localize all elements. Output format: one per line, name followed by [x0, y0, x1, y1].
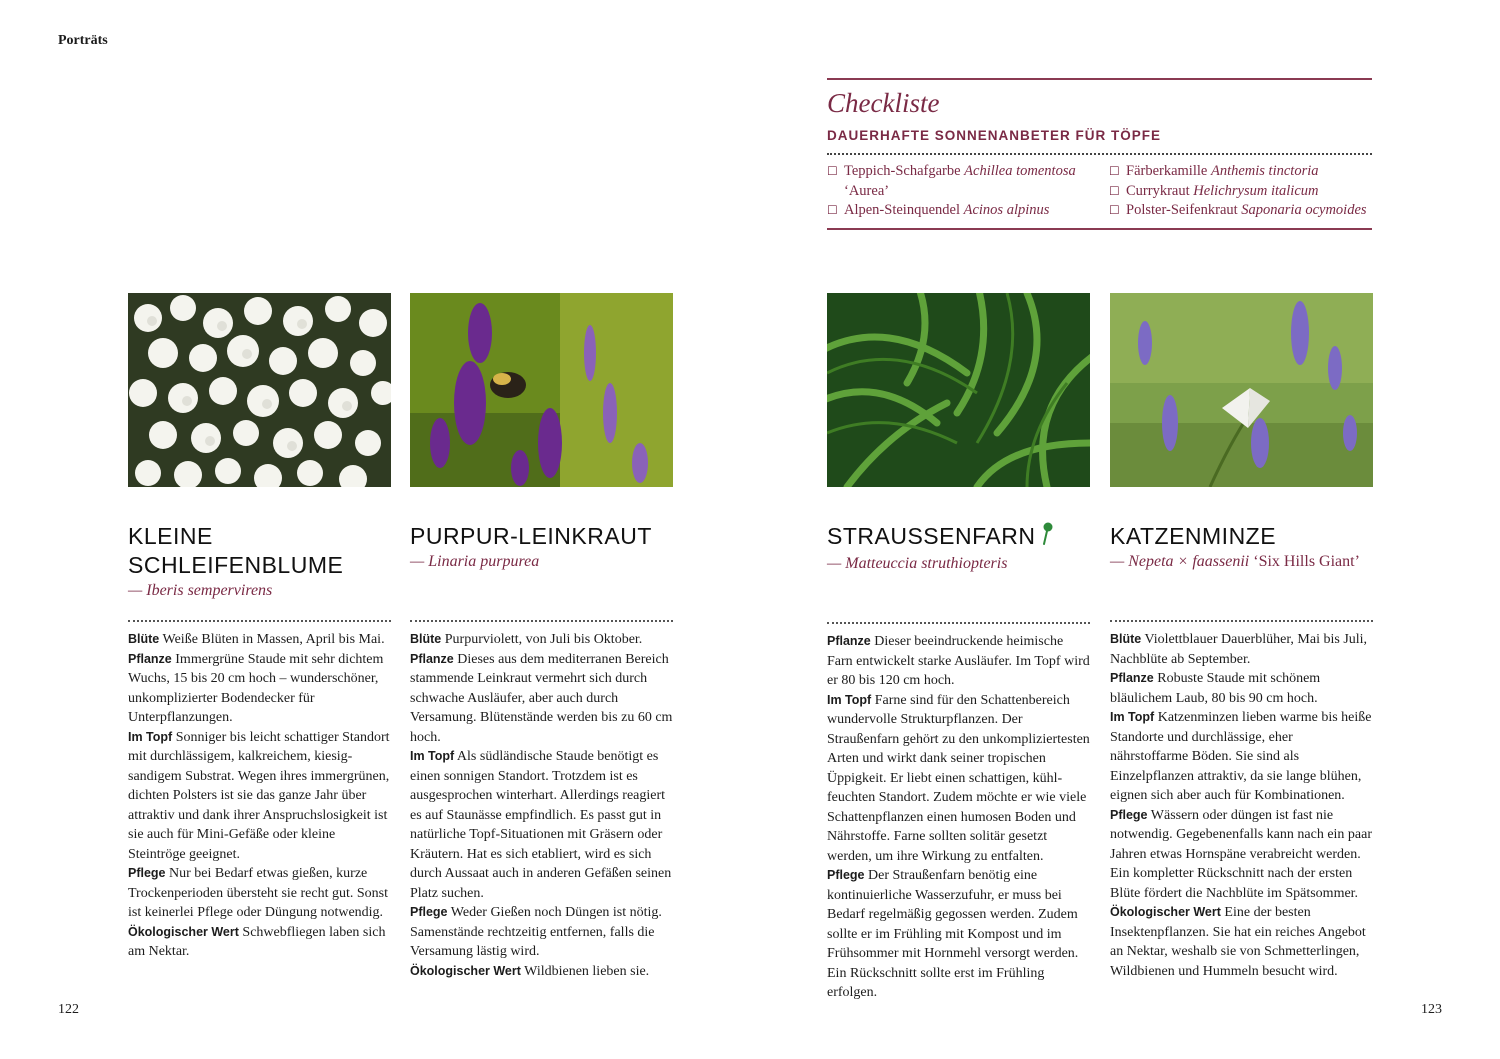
section-text: Als südländische Staude benötigt es einen sonnigen Standort. Trotzdem ist es ausgesprochen winterhart. Allerdings reagiert es auf Staunässe empfindlich. Es passt gut in natürliche Topf-Situationen mit Gräsern oder Kräutern. Hat es sich etabliert, wird es sich durch Aussaat auch in anderen Gefäßen seinen Platz suchen.: [410, 749, 672, 901]
page-number-left: 122: [58, 1002, 79, 1017]
section-text: Violettblauer Dauerblüher, Mai bis Juli, Nachblüte ab September.: [1110, 632, 1368, 667]
plant-description: [128, 630, 391, 962]
plant-title-text: STRAUSSENFARN: [827, 523, 1036, 549]
section-label: Pflanze: [128, 651, 172, 666]
section-text: Eine der besten Insektenpflanzen. Sie hat ein reiches Angebot an Nektar, weshalb sie von Schmetterlingen, Wildbienen und Hummeln besucht wird.: [1110, 905, 1366, 979]
photo-nepeta: [1110, 293, 1373, 487]
section-text: Nur bei Bedarf etwas gießen, kurze Trockenperioden übersteht sie recht gut. Sonst ist keinerlei Pflege oder Düngung notwendig.: [128, 866, 388, 920]
latin-dash: —: [1110, 553, 1129, 570]
dotted-separator: [410, 620, 673, 622]
plant-column-matteuccia: [827, 522, 1090, 1003]
photo-linaria: [410, 293, 673, 487]
section-text: Wässern oder düngen ist fast nie notwendig. Gegebenenfalls kann nach ein paar Jahren etwas Hornspäne verabreicht werden. Ein kompletter Rückschnitt nach der ersten Blüte fördert die Nachblüte im Spätsommer.: [1110, 807, 1373, 901]
checkbox-icon: ☐: [827, 164, 838, 178]
latin-dash: —: [128, 582, 147, 599]
section-label: Blüte: [1110, 632, 1142, 646]
plant-column-iberis: [128, 522, 391, 962]
section-label: Porträts: [58, 33, 108, 48]
plant-latin-name: [128, 582, 391, 604]
section-label: Blüte: [410, 632, 442, 646]
checklist-item: [827, 162, 1109, 201]
section-text: Wildbienen lieben sie.: [520, 963, 650, 979]
plant-latin-name: [1110, 553, 1373, 575]
checklist-item-name: Färberkamille: [1126, 163, 1211, 179]
section-label: Pflanze: [1110, 671, 1154, 685]
latin-text: Matteuccia struthiopteris: [845, 555, 1008, 573]
dotted-separator: [827, 622, 1090, 624]
section-label: Im Topf: [1110, 710, 1155, 724]
green-pin-icon: [1041, 522, 1053, 553]
section-text: Purpurviolett, von Juli bis Oktober.: [441, 632, 643, 647]
checklist-item-cultivar: ‘Aurea’: [844, 182, 890, 199]
latin-text: Linaria purpurea: [428, 553, 540, 570]
dotted-separator: [128, 620, 391, 622]
section-label: Ökologischer Wert: [410, 963, 521, 978]
section-label: Pflanze: [410, 651, 454, 666]
checklist-bottom-rule: [827, 228, 1372, 230]
checkbox-icon: ☐: [827, 203, 838, 217]
checkbox-icon: ☐: [1109, 183, 1120, 198]
section-label: Im Topf: [827, 692, 872, 707]
checklist-item-latin: Acinos alpinus: [963, 202, 1050, 218]
dotted-separator: [1110, 620, 1373, 622]
checklist-box: [827, 78, 1372, 230]
plant-description: [1110, 630, 1373, 981]
section-text: Weiße Blüten in Massen, April bis Mai.: [159, 632, 385, 647]
section-text: Dieser beeindruckende heimische Farn entwickelt starke Ausläufer. Im Topf wird er 80 bis 120 cm hoch.: [827, 634, 1090, 689]
plant-title-line: SCHLEIFENBLUME: [128, 552, 344, 578]
plant-title: [827, 522, 1090, 553]
plant-title: KATZENMINZE: [1110, 523, 1277, 549]
page-number-right: 123: [1421, 1002, 1442, 1017]
section-label: Im Topf: [410, 749, 455, 763]
plant-title: [128, 522, 391, 580]
checklist-item: [827, 201, 1109, 221]
checklist-item: [1109, 182, 1367, 202]
section-text: Robuste Staude mit schönem bläulichem Laub, 80 bis 90 cm hoch.: [1110, 671, 1321, 706]
checklist-item-name: Teppich-Schafgarbe: [844, 163, 965, 179]
plant-column-linaria: [410, 522, 673, 981]
plant-latin-name: [410, 553, 673, 575]
section-text: Der Straußenfarn benötig eine kontinuierliche Wasserzufuhr, er muss bei Bedarf regelmäßig gegossen werden. Zudem sollte er im Frühling mit Kompost und im Frühsommer mit Hornmehl versorgt werden. Ein Rückschnitt sollte erst im Frühling erfolgen.: [827, 868, 1079, 1001]
plant-description: [827, 632, 1090, 1003]
checklist-item: [1109, 201, 1367, 221]
latin-dash: —: [827, 555, 846, 573]
checklist-title: Checkliste: [827, 88, 940, 118]
checklist-item-name: Polster-Seifenkraut: [1126, 202, 1242, 218]
checklist-item-name: Currykraut: [1126, 182, 1194, 199]
latin-dash: —: [410, 553, 429, 570]
section-label: Pflege: [1110, 807, 1148, 822]
checkbox-icon: ☐: [1109, 164, 1120, 178]
section-text: Farne sind für den Schattenbereich wundervolle Strukturpflanzen. Der Straußenfarn gehört zu den unkompliziertesten Arten und wirkt dank seiner tropischen Üppigkeit. Er liebt einen schattigen, kühl-feuchten Standort. Zudem möchte er wie viele Schattenpflanzen einen humosen Boden und Nährstoffe. Farne sollten solitär gesetzt werden, um ihre Wirkung zu entfalten.: [827, 692, 1090, 864]
section-label: Ökologischer Wert: [1110, 905, 1221, 919]
checklist-top-rule: [827, 78, 1372, 80]
checklist-item-latin: Achillea tomentosa: [964, 163, 1076, 179]
latin-text: Nepeta × faassenii: [1128, 553, 1250, 570]
photo-matteuccia: [827, 293, 1090, 487]
checklist-dotted-rule: [827, 153, 1372, 155]
section-label: Pflege: [128, 866, 166, 880]
plant-title: PURPUR-LEINKRAUT: [410, 523, 652, 549]
section-label: Pflege: [827, 868, 865, 883]
section-label: Im Topf: [128, 729, 173, 744]
checklist-item-latin: Anthemis tinctoria: [1210, 163, 1319, 179]
checkbox-icon: ☐: [1109, 203, 1120, 217]
section-text: Weder Gießen noch Düngen ist nötig. Samenstände rechtzeitig entfernen, falls die Versamung lästig wird.: [410, 905, 662, 959]
cultivar-text: ‘Six Hills Giant’: [1249, 553, 1360, 570]
plant-column-nepeta: [1110, 522, 1373, 981]
plant-latin-name: [827, 555, 1090, 577]
photo-iberis: [128, 293, 391, 487]
checklist-item-latin: Helichrysum italicum: [1193, 182, 1319, 199]
latin-text: Iberis sempervirens: [146, 582, 273, 599]
checklist-right-column: [1109, 162, 1367, 221]
section-text: Katzenminzen lieben warme bis heiße Standorte und durchlässige, eher nährstoffarme Böden. Sie sind als Einzelpflanzen attraktiv, da sie lange blühen, eignen sich aber auch für Kombinationen.: [1110, 710, 1372, 803]
section-label: Pflege: [410, 905, 448, 919]
checklist-item-latin: Saponaria ocymoides: [1241, 202, 1367, 218]
plant-description: [410, 630, 673, 981]
checklist-item-name: Alpen-Steinquendel: [844, 202, 964, 218]
section-text: Dieses aus dem mediterranen Bereich stammende Leinkraut vermehrt sich durch schwache Ausläufer, aber auch durch Versamung. Blütenstände werden bis zu 60 cm hoch.: [410, 651, 673, 745]
checklist-left-column: [827, 162, 1109, 221]
checklist-subtitle: DAUERHAFTE SONNENANBETER FÜR TÖPFE: [827, 128, 1162, 143]
section-text: Sonniger bis leicht schattiger Standort mit durchlässigem, kalkreichem, kiesig-sandigem Substrat. Wegen ihres immergrünen, dichten Polsters ist sie das ganze Jahr über attraktiv und dank ihrer Anspruchslosigkeit ist sie auch für Mini-Gefäße oder kleine Steintröge geeignet.: [128, 729, 390, 862]
checklist-item: [1109, 162, 1367, 182]
section-text: Schwebfliegen laben sich am Nektar.: [128, 924, 386, 959]
section-label: Pflanze: [827, 634, 871, 649]
section-label: Ökologischer Wert: [128, 924, 239, 939]
plant-title-line: KLEINE: [128, 523, 213, 549]
section-text: Immergrüne Staude mit sehr dichtem Wuchs, 15 bis 20 cm hoch – wunderschöner, unkomplizierter Bodendecker für Unterpflanzungen.: [128, 651, 384, 725]
section-label: Blüte: [128, 632, 160, 646]
